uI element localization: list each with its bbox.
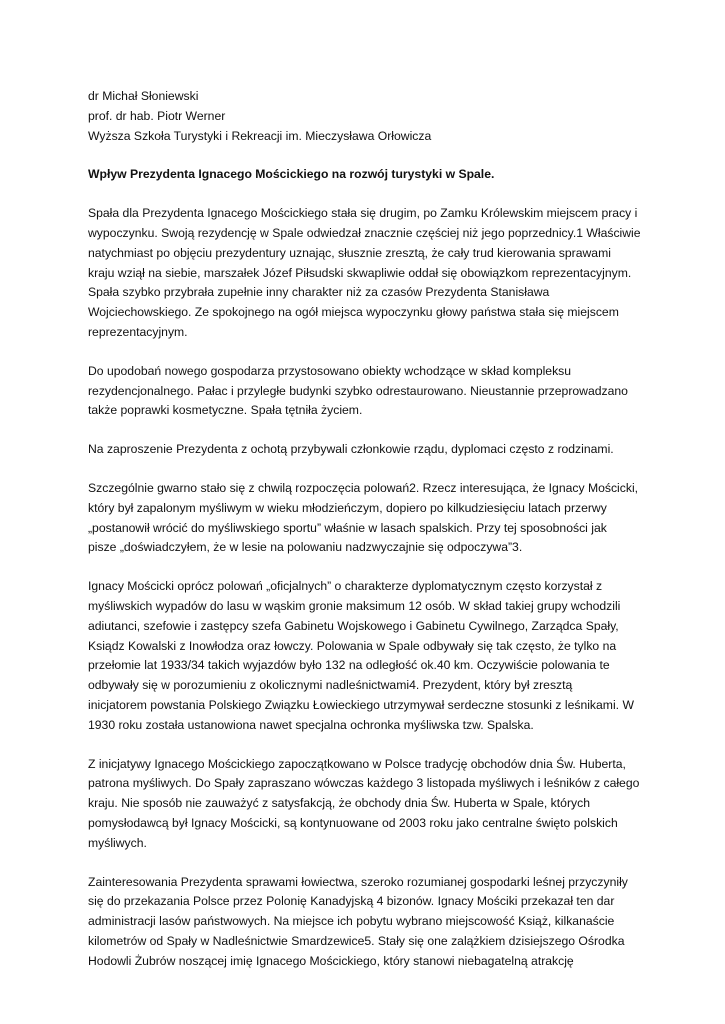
- paragraph-line: kraju wziął na siebie, marszałek Józef Piłsudski skwapliwie oddał się obowiązkom reprezentacyjnym.: [88, 265, 632, 280]
- paragraph-7: [88, 873, 648, 972]
- paragraph-5: [88, 577, 648, 735]
- paragraph-2: [88, 362, 648, 421]
- paragraph-line: patrona myśliwych. Do Spały zapraszano wówczas każdego 3 listopada myśliwych i leśników z całego: [88, 776, 640, 791]
- paragraph-line: natychmiast po objęciu prezydentury uznając, słusznie zresztą, że cały trud kierowania sprawami: [88, 245, 611, 260]
- paragraph-line: Hodowli Żubrów noszącej imię Ignacego Mościckiego, który stanowi niebagatelną atrakcję: [88, 953, 574, 968]
- paragraph-line: Wojciechowskiego. Ze spokojnego na ogół miejsca wypoczynku głowy państwa stała się miejscem: [88, 305, 619, 320]
- paragraph-1: [88, 204, 648, 343]
- author-line-1: dr Michał Słoniewski: [88, 89, 199, 103]
- paragraph-line: kraju. Nie sposób nie zauważyć z satysfakcją, że obchody dnia Św. Huberta w Spale, których: [88, 796, 590, 811]
- paragraph-line: administracji lasów państwowych. Na miejsce ich pobytu wybrano miejscowość Książ, kilkanaście: [88, 914, 615, 929]
- paragraph-line: Zainteresowania Prezydenta sprawami łowiectwa, szeroko rozumianej gospodarki leśnej przyczyniły: [88, 874, 628, 889]
- paragraph-3: [88, 440, 648, 460]
- paragraph-line: pomysłodawcą był Ignacy Mościcki, są kontynuowane od 2003 roku jako centralne święto polskich: [88, 815, 618, 830]
- paragraph-line: który był zapalonym myśliwym w wieku młodzieńczym, dopiero po kilkudziesięciu latach przerwy: [88, 500, 607, 515]
- paragraph-line: „postanowił wrócić do myśliwskiego sportu” właśnie w lasach spalskich. Przy tej sposobności jak: [88, 520, 607, 535]
- paragraph-line: Na zaproszenie Prezydenta z ochotą przybywali członkowie rządu, dyplomaci często z rodzinami.: [88, 442, 614, 457]
- paragraph-6: [88, 755, 648, 854]
- paragraph-line: reprezentacyjnym.: [88, 324, 188, 339]
- paragraph-line: Ignacy Mościcki oprócz polowań „oficjalnych” o charakterze dyplomatycznym często korzystał z: [88, 579, 603, 594]
- document-title: Wpływ Prezydenta Ignacego Mościckiego na rozwój turystyki w Spale.: [88, 167, 495, 182]
- paragraph-line: Spała szybko przybrała zupełnie inny charakter niż za czasów Prezydenta Stanisława: [88, 285, 550, 300]
- paragraph-line: odbywały się w porozumieniu z okolicznymi nadleśnictwami4. Prezydent, który był zresztą: [88, 678, 573, 693]
- paragraph-line: Do upodobań nowego gospodarza przystosowano obiekty wchodzące w skład kompleksu: [88, 363, 572, 378]
- paragraph-line: adiutanci, szefowie i zastępcy szefa Gabinetu Wojskowego i Gabinetu Cywilnego, Zarządca Spały,: [88, 618, 619, 633]
- paragraph-line: pisze „doświadczyłem, że w lesie na polowaniu nadzwyczajnie się odpoczywa”3.: [88, 540, 523, 555]
- paragraph-line: kilometrów od Spały w Nadleśnictwie Smardzewice5. Stały się one zalążkiem dzisiejszego Ośrodka: [88, 933, 625, 948]
- affiliation-line: Wyższa Szkoła Turystyki i Rekreacji im. Mieczysława Orłowicza: [88, 128, 432, 143]
- author-line-2: prof. dr hab. Piotr Werner: [88, 108, 226, 123]
- paragraph-line: rezydencjonalnego. Pałac i przyległe budynki szybko odrestaurowano. Nieustannie przeprowadzano: [88, 383, 628, 398]
- document-page: [88, 87, 648, 971]
- paragraph-line: Szczególnie gwarno stało się z chwilą rozpoczęcia polowań2. Rzecz interesująca, że Ignacy Mościcki,: [88, 480, 639, 495]
- author-block: [88, 87, 648, 146]
- paragraph-line: przełomie lat 1933/34 takich wyjazdów było 132 na odległość ok.40 km. Oczywiście polowania te: [88, 658, 610, 673]
- paragraph-line: Spała dla Prezydenta Ignacego Mościckiego stała się drugim, po Zamku Królewskim miejscem pracy i: [88, 206, 638, 221]
- paragraph-4: [88, 479, 648, 558]
- paragraph-line: także poprawki kosmetyczne. Spała tętniła życiem.: [88, 403, 363, 418]
- paragraph-line: wypoczynku. Swoją rezydencję w Spale odwiedzał znacznie częściej niż jego poprzednicy.1 Właściwie: [88, 225, 641, 240]
- paragraph-line: myśliwskich wypadów do lasu w wąskim gronie maksimum 12 osób. W skład takiej grupy wchodzili: [88, 598, 621, 613]
- paragraph-line: myśliwych.: [88, 835, 147, 850]
- paragraph-line: się do przekazania Polsce przez Polonię Kanadyjską 4 bizonów. Ignacy Mościki przekazał ten dar: [88, 894, 615, 909]
- paragraph-line: 1930 roku została ustanowiona nawet specjalna ochronka myśliwska tzw. Spalska.: [88, 717, 534, 732]
- paragraph-line: Ksiądz Kowalski z Inowłodza oraz łowczy. Polowania w Spale odbywały się tak często, że tylko na: [88, 638, 617, 653]
- paragraph-line: inicjatorem powstania Polskiego Związku Łowieckiego utrzymywał serdeczne stosunki z leśnikami. W: [88, 697, 634, 712]
- paragraph-line: Z inicjatywy Ignacego Mościckiego zapoczątkowano w Polsce tradycję obchodów dnia Św. Huberta,: [88, 756, 626, 771]
